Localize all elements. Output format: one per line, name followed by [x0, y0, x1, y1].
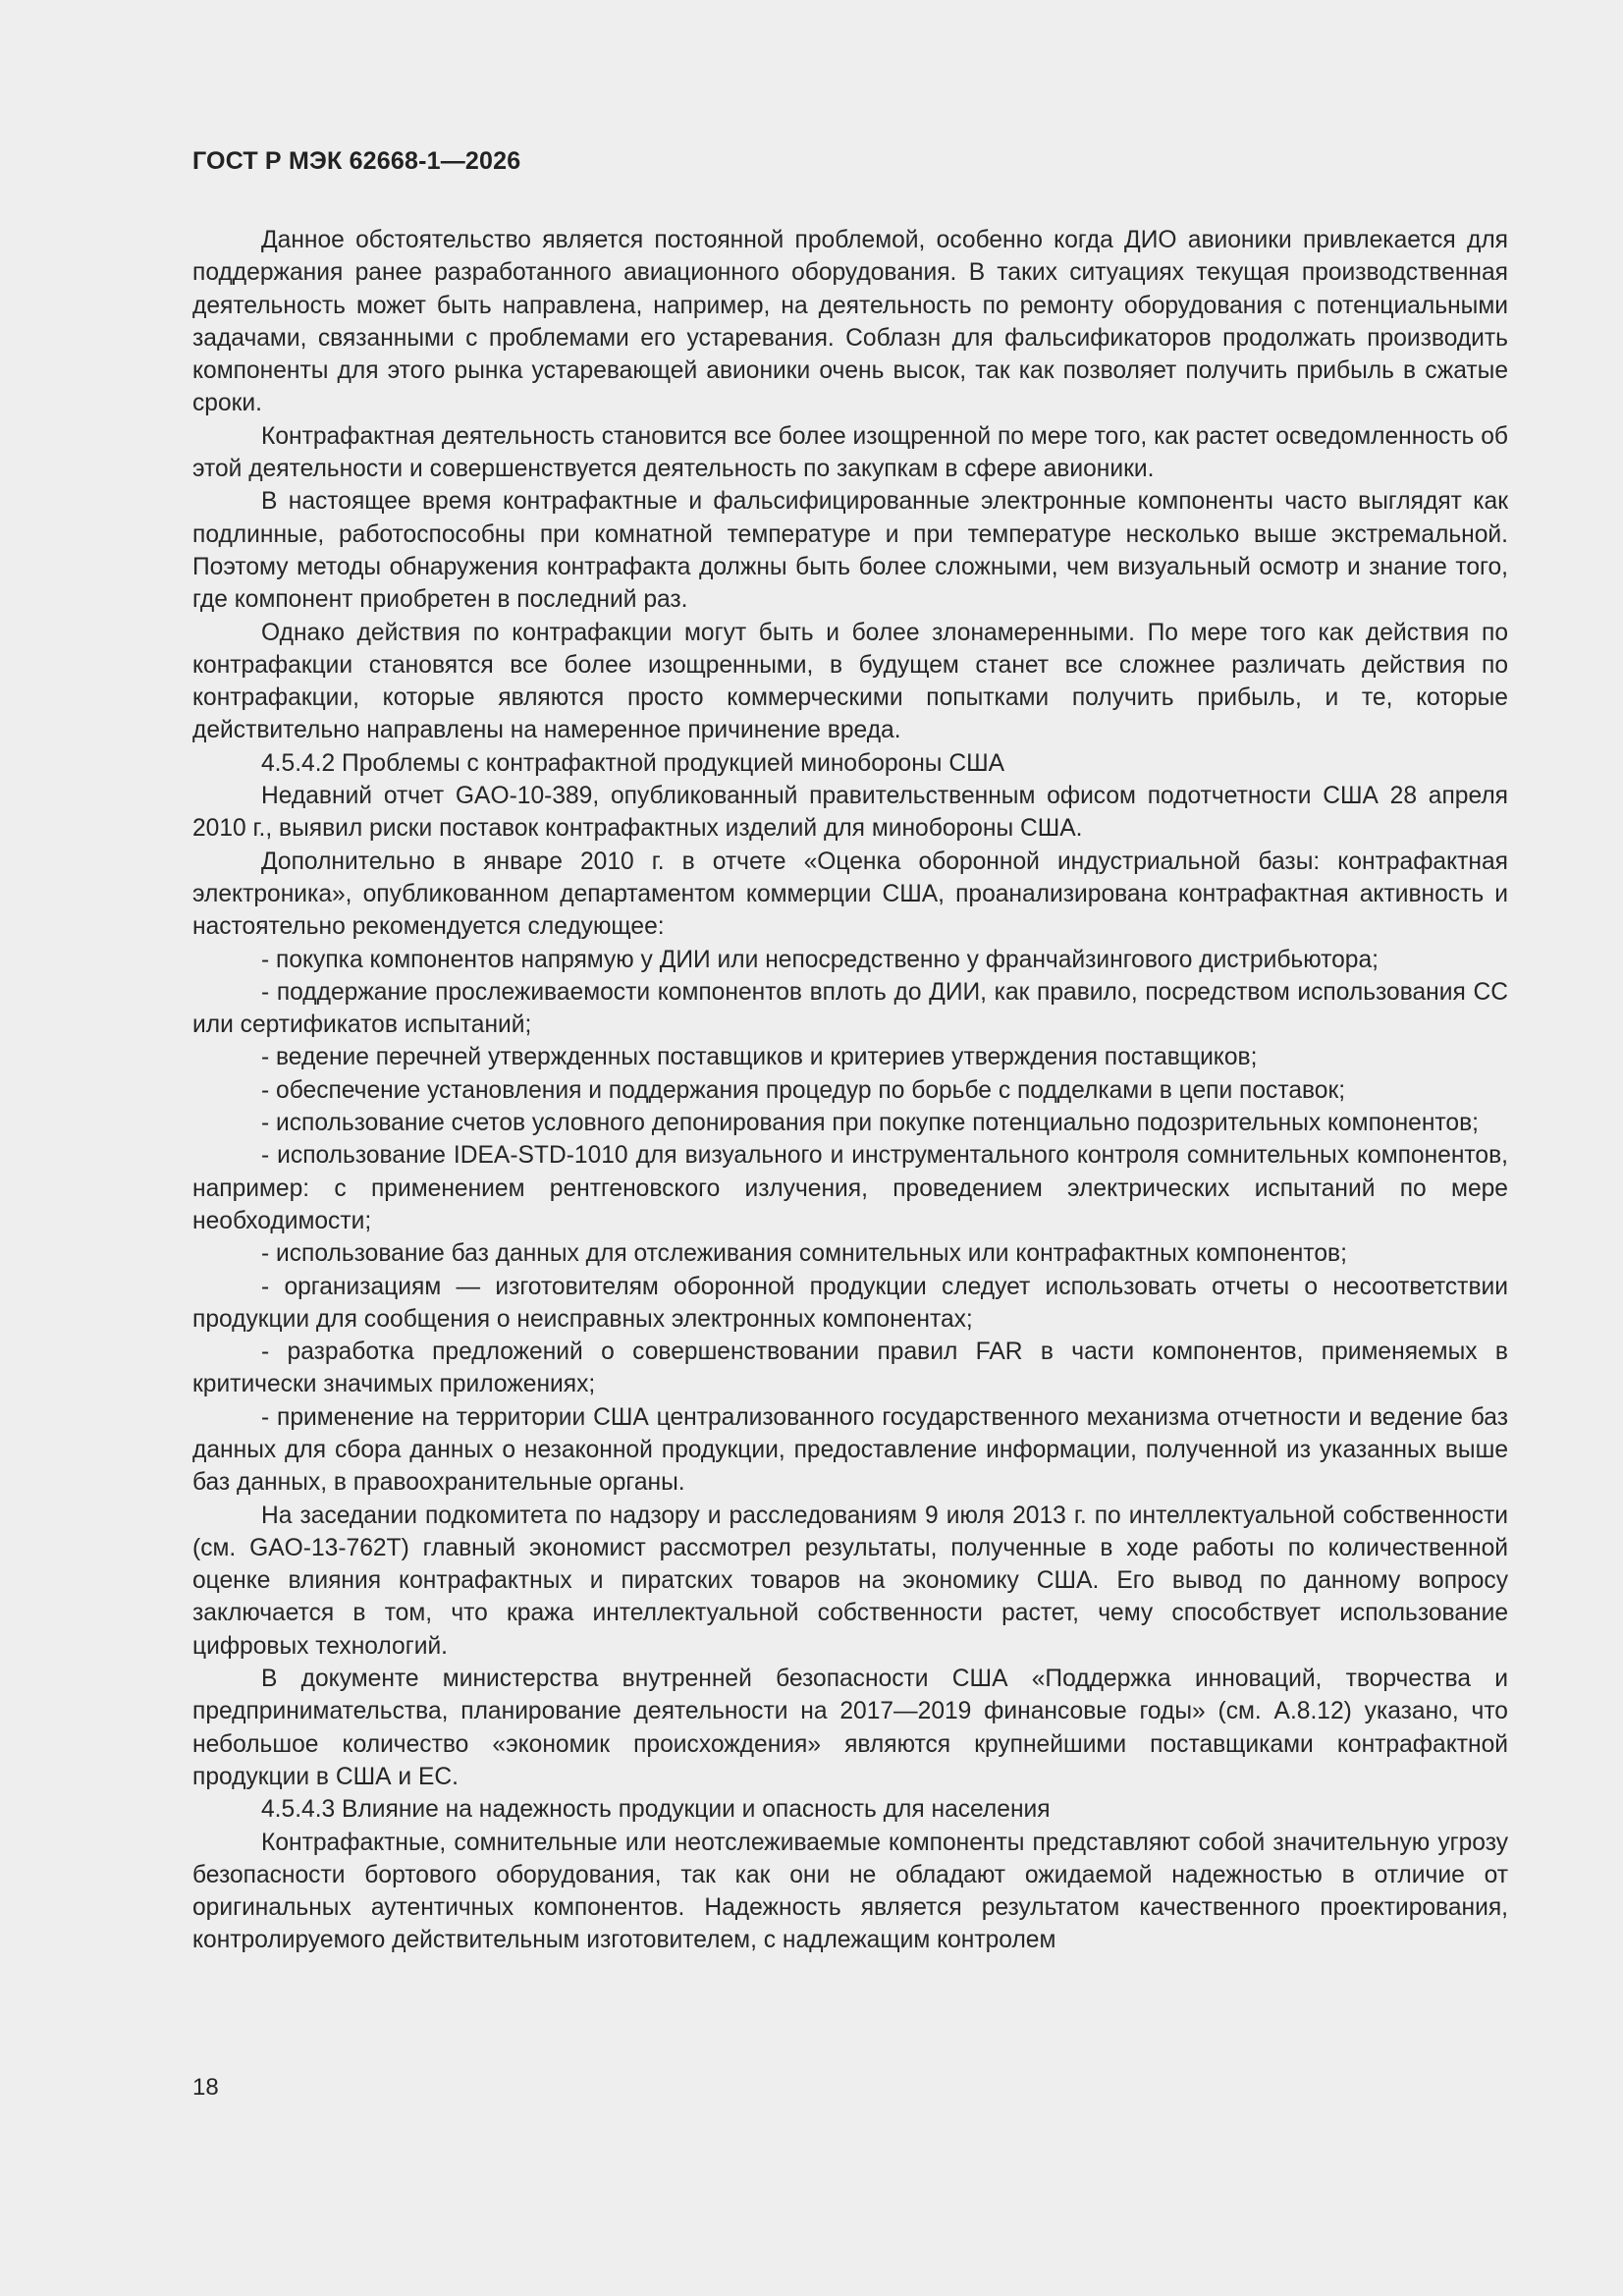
- paragraph: Дополнительно в январе 2010 г. в отчете «Оценка оборонной индустриальной базы: контрафактная электроника», опубликованном департаментом коммерции США, проанализирована контрафактная активность и настоятельно рекомендуется следующее:: [192, 847, 1508, 941]
- document-body: [192, 224, 1508, 1957]
- paragraph: Данное обстоятельство является постоянной проблемой, особенно когда ДИО авионики привлекается для поддержания ранее разработанного авиационного оборудования. В таких ситуациях текущая производственная деятельность может быть направлена, например, на деятельность по ремонту оборудования с потенциальными задачами, связанными с проблемами его устаревания. Соблазн для фальсификаторов продолжать производить компоненты для этого рынка устаревающей авионики очень высок, так как позволяет получить прибыль в сжатые сроки.: [192, 227, 1508, 417]
- list-item: - использование IDEA-STD-1010 для визуального и инструментального контроля сомнительных компонентов, например: с применением рентгеновского излучения, проведением электрических испытаний по мере необходимости;: [192, 1142, 1508, 1234]
- list-item: - применение на территории США централизованного государственного механизма отчетности и ведение баз данных для сбора данных о незаконной продукции, предоставление информации, полученной из указанных выше баз данных, в правоохранительные органы.: [192, 1403, 1508, 1497]
- list-item: - покупка компонентов напрямую у ДИИ или непосредственно у франчайзингового дистрибьютора;: [261, 946, 1379, 973]
- list-item: - ведение перечней утвержденных поставщиков и критериев утверждения поставщиков;: [261, 1044, 1258, 1071]
- list-item: - поддержание прослеживаемости компонентов вплоть до ДИИ, как правило, посредством использования СС или сертификатов испытаний;: [192, 978, 1508, 1039]
- paragraph: Недавний отчет GAO-10-389, опубликованный правительственным офисом подотчетности США 28 апреля 2010 г., выявил риски поставок контрафактных изделий для минобороны США.: [192, 783, 1508, 843]
- section-heading: 4.5.4.2 Проблемы с контрафактной продукцией минобороны США: [261, 749, 1005, 777]
- list-item: - организациям — изготовителям оборонной продукции следует использовать отчеты о несоответствии продукции для сообщения о неисправных электронных компонентах;: [192, 1273, 1508, 1333]
- paragraph: В документе министерства внутренней безопасности США «Поддержка инноваций, творчества и предпринимательства, планирование деятельности на 2017—2019 финансовые годы» (см. А.8.12) указано, что небольшое количество «экономик происхождения» являются крупнейшими поставщиками контрафактной продукции в США и ЕС.: [192, 1666, 1508, 1790]
- paragraph: Однако действия по контрафакции могут быть и более злонамеренными. По мере того как действия по контрафакции становятся все более изощренными, в будущем станет все сложнее различать действия по контрафакции, которые являются просто коммерческими попытками получить прибыль, и те, которые действительно направлены на намеренное причинение вреда.: [192, 619, 1508, 744]
- paragraph: На заседании подкомитета по надзору и расследованиям 9 июля 2013 г. по интеллектуальной собственности (см. GAO-13-762T) главный экономист рассмотрел результаты, полученные в ходе работы по количественной оценке влияния контрафактных и пиратских товаров на экономику США. Его вывод по данному вопросу заключается в том, что кража интеллектуальной собственности растет, чему способствует использование цифровых технологий.: [192, 1502, 1508, 1660]
- list-item: - обеспечение установления и поддержания процедур по борьбе с подделками в цепи поставок;: [261, 1076, 1346, 1104]
- list-item: - использование баз данных для отслеживания сомнительных или контрафактных компонентов;: [261, 1240, 1347, 1268]
- section-heading: 4.5.4.3 Влияние на надежность продукции и опасность для населения: [261, 1796, 1051, 1824]
- paragraph: В настоящее время контрафактные и фальсифицированные электронные компоненты часто выглядят как подлинные, работоспособны при комнатной температуре и при температуре несколько выше экстремальной. Поэтому методы обнаружения контрафакта должны быть более сложными, чем визуальный осмотр и знание того, где компонент приобретен в последний раз.: [192, 488, 1508, 614]
- page-number: 18: [192, 2074, 219, 2101]
- paragraph: Контрафактная деятельность становится все более изощренной по мере того, как растет осведомленность об этой деятельности и совершенствуется деятельность по закупкам в сфере авионики.: [192, 422, 1508, 483]
- list-item: - использование счетов условного депонирования при покупке потенциально подозрительных компонентов;: [261, 1110, 1479, 1137]
- paragraph: Контрафактные, сомнительные или неотслеживаемые компоненты представляют собой значительную угрозу безопасности бортового оборудования, так как они не обладают ожидаемой надежностью в отличие от оригинальных аутентичных компонентов. Надежность является результатом качественного проектирования, контролируемого действительным изготовителем, с надлежащим контролем: [192, 1829, 1508, 1954]
- document-header: ГОСТ Р МЭК 62668-1—2026: [192, 147, 521, 175]
- list-item: - разработка предложений о совершенствовании правил FAR в части компонентов, применяемых в критически значимых приложениях;: [192, 1339, 1508, 1398]
